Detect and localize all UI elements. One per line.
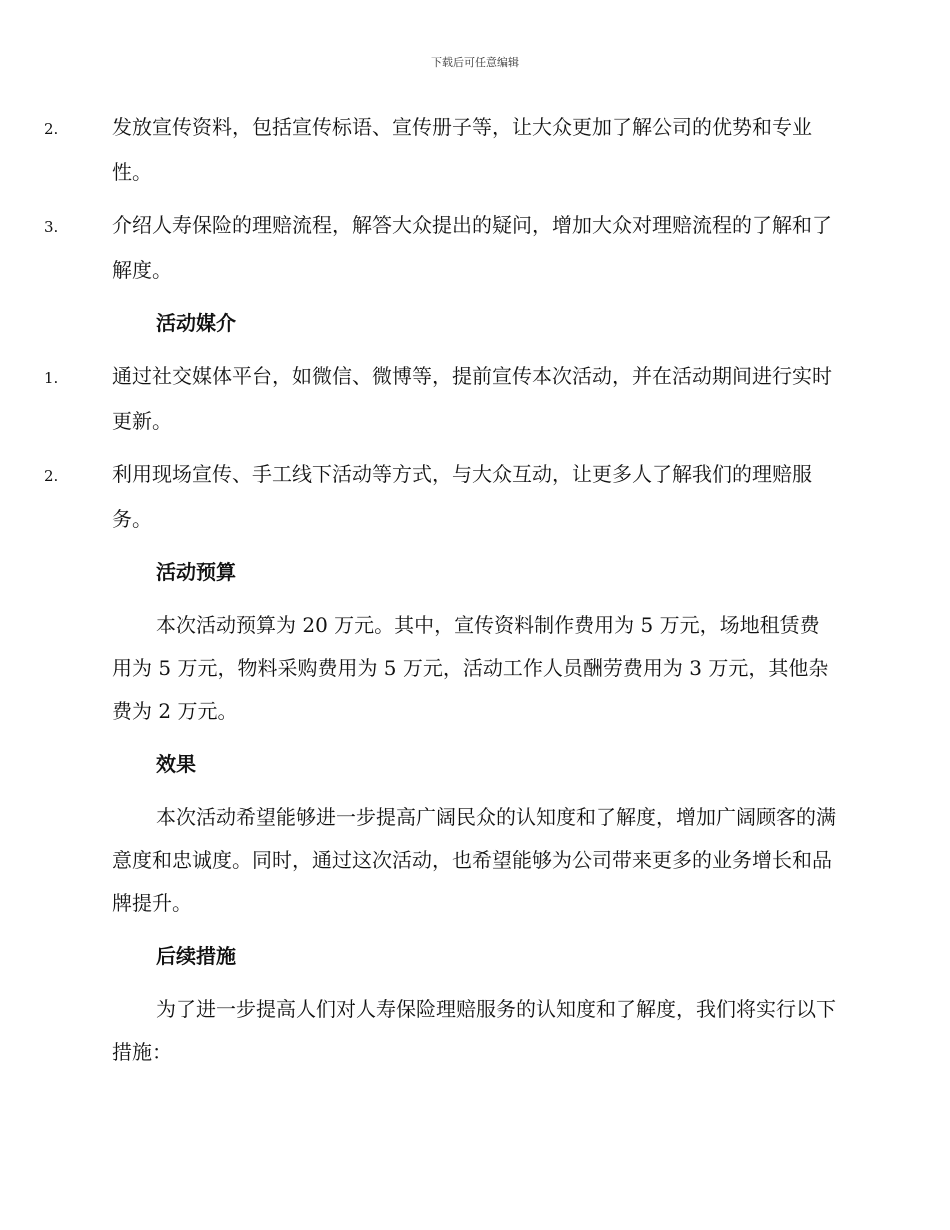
page-header: 下载后可任意编辑: [431, 56, 519, 69]
budget-paragraph: 本次活动预算为 20 万元。其中，宣传资料制作费用为 5 万元，场地租赁费用为 5 万元，物料采购费用为 5 万元，活动工作人员酬劳费用为 3 万元，其他杂费为 2 万元。: [112, 613, 829, 723]
list-item: [44, 204, 838, 292]
section-heading-media: 活动媒介: [156, 311, 236, 335]
list-text: 发放宣传资料，包括宣传标语、宣传册子等，让大众更加了解公司的优势和专业性。: [112, 115, 812, 184]
section-heading-effect: 效果: [156, 752, 196, 776]
list-item: [44, 355, 838, 443]
effect-paragraph: 本次活动希望能够进一步提高广阔民众的认知度和了解度，增加广阔顾客的满意度和忠诚度。同时，通过这次活动，也希望能够为公司带来更多的业务增长和品牌提升。: [112, 805, 836, 915]
document-body: [44, 106, 838, 1084]
list-text: 通过社交媒体平台，如微信、微博等，提前宣传本次活动，并在活动期间进行实时更新。: [112, 364, 832, 433]
list-number: 2.: [44, 467, 59, 485]
list-item: [44, 453, 838, 541]
list-number: 1.: [44, 369, 59, 387]
section-heading-budget: 活动预算: [156, 560, 236, 584]
section-heading-followup: 后续措施: [156, 944, 236, 968]
list-number: 2.: [44, 120, 59, 138]
followup-paragraph: 为了进一步提高人们对人寿保险理赔服务的认知度和了解度，我们将实行以下措施：: [112, 997, 836, 1064]
list-number: 3.: [44, 218, 59, 236]
list-item: [44, 106, 838, 194]
list-text: 介绍人寿保险的理赔流程，解答大众提出的疑问，增加大众对理赔流程的了解和了解度。: [112, 213, 832, 282]
list-text: 利用现场宣传、手工线下活动等方式，与大众互动，让更多人了解我们的理赔服务。: [112, 462, 812, 531]
